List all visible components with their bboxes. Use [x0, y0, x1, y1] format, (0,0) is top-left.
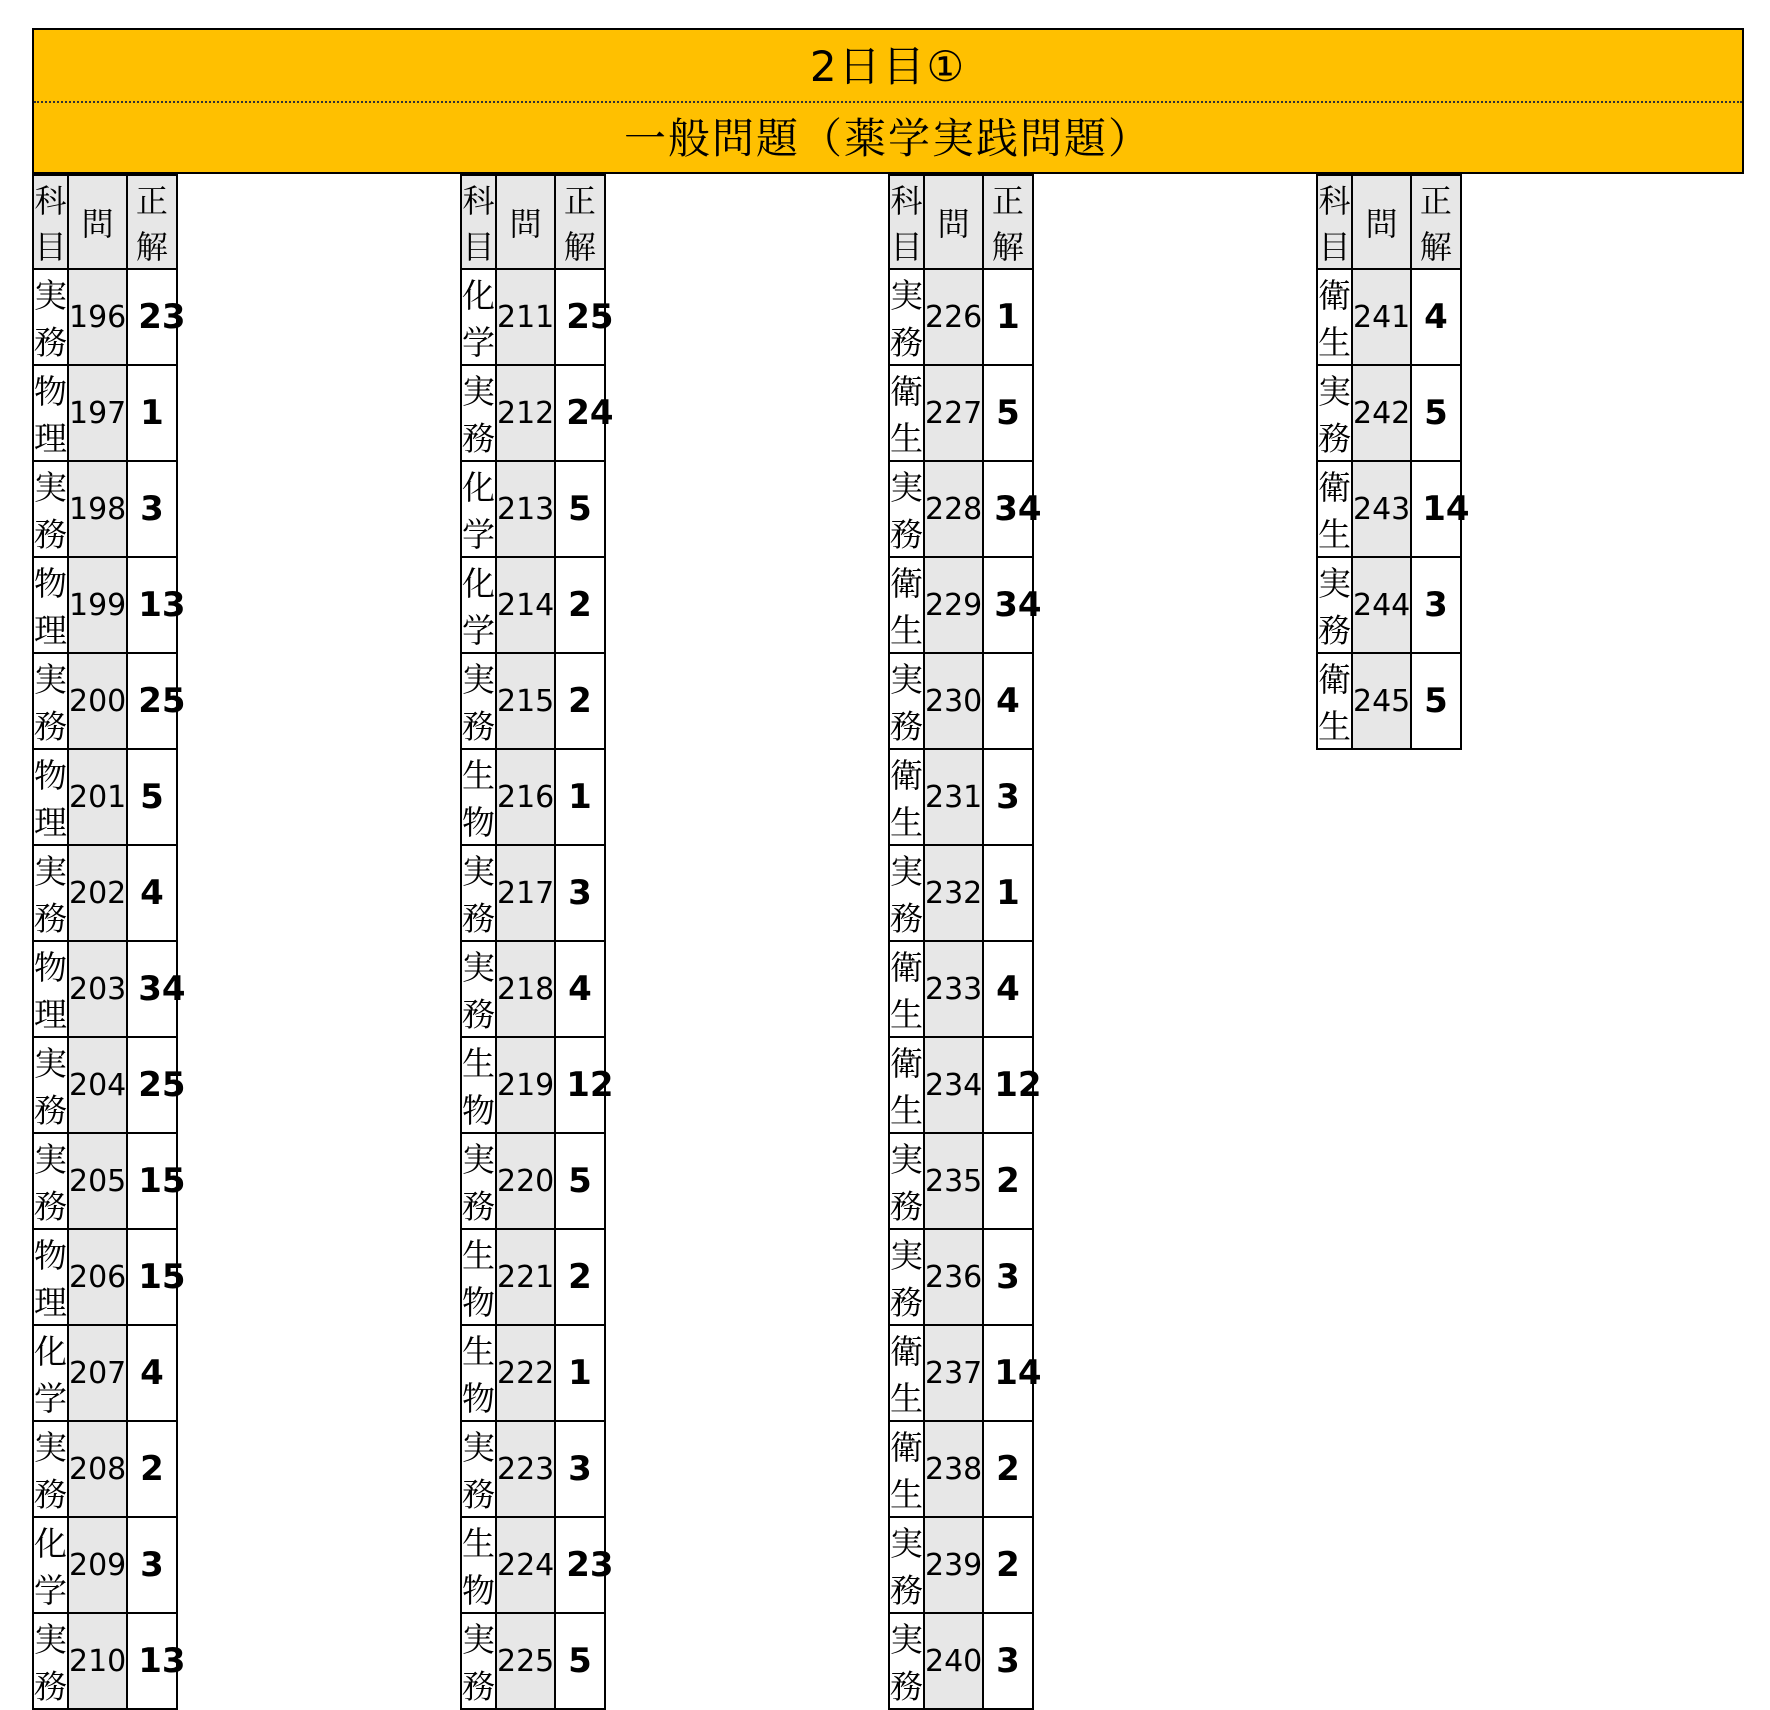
question-number-cell: 202	[68, 845, 127, 941]
table-row	[33, 269, 177, 365]
table-row	[33, 653, 177, 749]
header-answer: 正解	[127, 175, 176, 269]
answer-value: 4	[140, 873, 164, 913]
answer-value: 3	[568, 873, 592, 913]
table-row	[33, 845, 177, 941]
answer-value: 3	[994, 585, 1018, 625]
answer-cell	[555, 1421, 604, 1517]
table-row	[33, 1517, 177, 1613]
question-number-cell: 242	[1352, 365, 1411, 461]
table-row	[889, 941, 1033, 1037]
table-row	[889, 1517, 1033, 1613]
table-row	[33, 749, 177, 845]
table-row	[889, 1613, 1033, 1709]
table-row	[889, 749, 1033, 845]
answer-value: 5	[568, 489, 592, 529]
answer-cell	[127, 1325, 176, 1421]
table-row	[461, 365, 605, 461]
answer-cell	[127, 1421, 176, 1517]
question-number-cell: 236	[924, 1229, 983, 1325]
answer-table-1	[32, 174, 186, 1710]
table-header-row	[33, 175, 177, 269]
answer-value: 1	[138, 1161, 162, 1201]
answer-cell	[555, 1325, 604, 1421]
question-number-cell: 212	[496, 365, 555, 461]
answer-value: 4	[140, 1353, 164, 1393]
answer-cell	[555, 1613, 604, 1709]
question-number-cell: 216	[496, 749, 555, 845]
answer-value: 4	[1445, 489, 1470, 529]
answer-value: 5	[161, 1065, 186, 1105]
question-number-cell: 228	[924, 461, 983, 557]
question-number-cell: 205	[68, 1133, 127, 1229]
question-number-cell: 220	[496, 1133, 555, 1229]
header-question: 問	[924, 175, 983, 269]
question-number-cell: 213	[496, 461, 555, 557]
answer-value: 2	[138, 297, 162, 337]
table-row	[33, 1421, 177, 1517]
answer-table-4	[1316, 174, 1470, 750]
table-row	[33, 365, 177, 461]
answer-cell	[127, 269, 186, 365]
answer-cell	[127, 845, 176, 941]
answer-cell	[1411, 557, 1460, 653]
answer-cell	[983, 1421, 1032, 1517]
answer-cell	[1411, 365, 1460, 461]
subject-cell: 実務	[1317, 557, 1352, 653]
answer-cell	[127, 749, 176, 845]
subject-cell: 生物	[461, 1325, 496, 1421]
answer-value: 4	[1017, 585, 1042, 625]
table-row	[461, 1133, 605, 1229]
answer-value: 2	[1017, 1065, 1042, 1105]
answer-cell	[555, 749, 604, 845]
answer-value: 4	[996, 681, 1020, 721]
answer-value: 5	[161, 1161, 186, 1201]
question-number-cell: 235	[924, 1133, 983, 1229]
answer-cell	[555, 1133, 604, 1229]
question-number-cell: 204	[68, 1037, 127, 1133]
table-row	[461, 1613, 605, 1709]
header-subject: 科目	[889, 175, 924, 269]
subject-cell: 実務	[461, 1421, 496, 1517]
table-header-row	[889, 175, 1033, 269]
subject-cell: 化学	[33, 1517, 68, 1613]
answer-cell	[983, 845, 1032, 941]
subject-cell: 化学	[33, 1325, 68, 1421]
question-number-cell: 223	[496, 1421, 555, 1517]
subject-cell: 実務	[33, 1421, 68, 1517]
subject-cell: 衛生	[889, 1421, 924, 1517]
answer-value: 2	[996, 1449, 1020, 1489]
table-row	[889, 365, 1033, 461]
answer-cell	[555, 269, 614, 365]
question-number-cell: 198	[68, 461, 127, 557]
table-row	[889, 1133, 1033, 1229]
answer-cell	[1411, 269, 1460, 365]
answer-value: 5	[1424, 681, 1448, 721]
table-row	[461, 1037, 605, 1133]
question-number-cell: 200	[68, 653, 127, 749]
answer-cell	[1411, 461, 1470, 557]
answer-value: 3	[161, 585, 186, 625]
answer-value: 1	[996, 297, 1020, 337]
answer-value: 4	[161, 969, 186, 1009]
question-number-cell: 214	[496, 557, 555, 653]
question-number-cell: 218	[496, 941, 555, 1037]
answer-value: 4	[996, 969, 1020, 1009]
subject-cell: 物理	[33, 557, 68, 653]
header-answer: 正解	[1411, 175, 1460, 269]
question-number-cell: 207	[68, 1325, 127, 1421]
answer-value: 2	[138, 1065, 162, 1105]
table-row	[889, 1421, 1033, 1517]
table-header-row	[1317, 175, 1461, 269]
answer-value: 1	[138, 585, 162, 625]
question-number-cell: 239	[924, 1517, 983, 1613]
table-row	[461, 269, 605, 365]
table-row	[889, 1037, 1033, 1133]
answer-cell	[127, 1133, 186, 1229]
answer-cell	[983, 1133, 1032, 1229]
header-question: 問	[496, 175, 555, 269]
answer-cell	[555, 1229, 604, 1325]
table-row	[461, 845, 605, 941]
subject-cell: 実務	[889, 1613, 924, 1709]
subject-cell: 実務	[461, 845, 496, 941]
subject-cell: 実務	[461, 1133, 496, 1229]
question-number-cell: 224	[496, 1517, 555, 1613]
subject-cell: 実務	[889, 1133, 924, 1229]
answer-cell	[983, 1613, 1032, 1709]
answer-cell	[1411, 653, 1460, 749]
answer-value: 2	[138, 681, 162, 721]
answer-cell	[127, 1037, 186, 1133]
answer-value: 3	[996, 777, 1020, 817]
question-number-cell: 199	[68, 557, 127, 653]
question-number-cell: 215	[496, 653, 555, 749]
answer-value: 5	[996, 393, 1020, 433]
answer-value: 5	[589, 297, 614, 337]
table-row	[889, 845, 1033, 941]
subject-cell: 実務	[33, 269, 68, 365]
table-row	[33, 941, 177, 1037]
answer-cell	[983, 941, 1032, 1037]
question-number-cell: 237	[924, 1325, 983, 1421]
header-answer: 正解	[983, 175, 1032, 269]
table-row	[461, 749, 605, 845]
answer-cell	[983, 749, 1032, 845]
answer-value: 1	[140, 393, 164, 433]
answer-cell	[127, 1613, 186, 1709]
answer-value: 2	[566, 393, 590, 433]
question-number-cell: 245	[1352, 653, 1411, 749]
answer-value: 2	[568, 1257, 592, 1297]
answer-cell	[983, 557, 1042, 653]
table-row	[889, 557, 1033, 653]
table-row	[889, 653, 1033, 749]
question-number-cell: 225	[496, 1613, 555, 1709]
subject-cell: 実務	[889, 1517, 924, 1613]
answer-cell	[983, 1229, 1032, 1325]
subject-cell: 生物	[461, 1229, 496, 1325]
table-row	[889, 1229, 1033, 1325]
table-row	[33, 1325, 177, 1421]
answer-cell	[127, 461, 176, 557]
answer-value: 2	[566, 1545, 590, 1585]
subject-cell: 物理	[33, 1229, 68, 1325]
table-row	[461, 653, 605, 749]
answer-value: 2	[140, 1449, 164, 1489]
answer-value: 5	[1424, 393, 1448, 433]
answer-value: 5	[568, 1641, 592, 1681]
table-row	[33, 557, 177, 653]
answer-value: 4	[1424, 297, 1448, 337]
subject-cell: 衛生	[889, 1325, 924, 1421]
subject-cell: 物理	[33, 941, 68, 1037]
answer-value: 3	[140, 489, 164, 529]
answer-cell	[555, 845, 604, 941]
table-row	[461, 1229, 605, 1325]
subject-cell: 衛生	[889, 365, 924, 461]
answer-value: 5	[161, 1257, 186, 1297]
answer-cell	[983, 365, 1032, 461]
answer-value: 2	[996, 1161, 1020, 1201]
question-number-cell: 210	[68, 1613, 127, 1709]
table-row	[461, 1421, 605, 1517]
table-row	[461, 1517, 605, 1613]
answer-value: 5	[161, 681, 186, 721]
answer-value: 2	[996, 1545, 1020, 1585]
table-row	[461, 461, 605, 557]
subject-cell: 物理	[33, 749, 68, 845]
header-subject: 科目	[33, 175, 68, 269]
subject-cell: 実務	[1317, 365, 1352, 461]
question-number-cell: 222	[496, 1325, 555, 1421]
subject-cell: 生物	[461, 749, 496, 845]
answer-value: 4	[568, 969, 592, 1009]
table-row	[461, 941, 605, 1037]
table-header-row	[461, 175, 605, 269]
subject-cell: 実務	[33, 845, 68, 941]
subject-cell: 衛生	[1317, 461, 1352, 557]
table-row	[33, 1133, 177, 1229]
answer-value: 5	[568, 1161, 592, 1201]
answer-value: 3	[161, 297, 186, 337]
question-number-cell: 201	[68, 749, 127, 845]
answer-value: 2	[589, 1065, 614, 1105]
question-number-cell: 240	[924, 1613, 983, 1709]
table-row	[33, 461, 177, 557]
subject-cell: 衛生	[889, 1037, 924, 1133]
answer-value: 1	[568, 1353, 592, 1393]
answer-cell	[983, 1517, 1032, 1613]
question-number-cell: 230	[924, 653, 983, 749]
subject-cell: 実務	[889, 653, 924, 749]
answer-cell	[555, 557, 604, 653]
header-banner	[32, 28, 1744, 174]
subject-cell: 衛生	[1317, 269, 1352, 365]
question-number-cell: 244	[1352, 557, 1411, 653]
answer-value: 3	[996, 1257, 1020, 1297]
question-number-cell: 231	[924, 749, 983, 845]
table-row	[1317, 653, 1461, 749]
answer-value: 1	[566, 1065, 590, 1105]
question-number-cell: 243	[1352, 461, 1411, 557]
subject-cell: 実務	[33, 653, 68, 749]
question-number-cell: 241	[1352, 269, 1411, 365]
subject-cell: 衛生	[1317, 653, 1352, 749]
answer-value: 1	[994, 1353, 1018, 1393]
header-subject: 科目	[1317, 175, 1352, 269]
answer-value: 1	[1422, 489, 1446, 529]
subject-cell: 化学	[461, 461, 496, 557]
answer-cell	[983, 461, 1042, 557]
subject-cell: 化学	[461, 269, 496, 365]
answer-value: 5	[140, 777, 164, 817]
answer-cell	[555, 1517, 614, 1613]
answer-value: 1	[138, 1257, 162, 1297]
table-row	[889, 461, 1033, 557]
question-number-cell: 229	[924, 557, 983, 653]
subject-cell: 実務	[889, 461, 924, 557]
subject-cell: 物理	[33, 365, 68, 461]
answer-cell	[983, 653, 1032, 749]
answer-value: 2	[566, 297, 590, 337]
subject-cell: 衛生	[889, 557, 924, 653]
subject-cell: 衛生	[889, 941, 924, 1037]
answer-cell	[555, 461, 604, 557]
answer-cell	[983, 1037, 1042, 1133]
subject-cell: 化学	[461, 557, 496, 653]
table-row	[1317, 269, 1461, 365]
answer-value: 1	[994, 1065, 1018, 1105]
answer-value: 3	[568, 1449, 592, 1489]
answer-value: 1	[568, 777, 592, 817]
subject-cell: 実務	[889, 269, 924, 365]
answer-value: 4	[589, 393, 614, 433]
table-row	[1317, 557, 1461, 653]
answer-cell	[555, 941, 604, 1037]
subject-cell: 生物	[461, 1517, 496, 1613]
header-answer: 正解	[555, 175, 604, 269]
table-row	[33, 1037, 177, 1133]
answer-cell	[127, 653, 186, 749]
answer-cell	[983, 1325, 1042, 1421]
subject-cell: 実務	[889, 845, 924, 941]
subject-cell: 実務	[33, 1037, 68, 1133]
subject-cell: 実務	[461, 941, 496, 1037]
answer-value: 3	[1424, 585, 1448, 625]
table-row	[461, 557, 605, 653]
question-number-cell: 233	[924, 941, 983, 1037]
question-number-cell: 206	[68, 1229, 127, 1325]
table-row	[33, 1229, 177, 1325]
answer-cell	[127, 365, 176, 461]
subject-cell: 衛生	[889, 749, 924, 845]
answer-cell	[983, 269, 1032, 365]
header-question: 問	[68, 175, 127, 269]
question-number-cell: 226	[924, 269, 983, 365]
question-number-cell: 196	[68, 269, 127, 365]
subject-cell: 生物	[461, 1037, 496, 1133]
answer-value: 3	[138, 969, 162, 1009]
answer-cell	[555, 1037, 614, 1133]
answer-cell	[555, 365, 614, 461]
answer-value: 3	[161, 1641, 186, 1681]
answer-value: 3	[996, 1641, 1020, 1681]
table-row	[461, 1325, 605, 1421]
answer-value: 2	[568, 681, 592, 721]
question-number-cell: 203	[68, 941, 127, 1037]
answer-value: 4	[1017, 1353, 1042, 1393]
subject-cell: 実務	[461, 653, 496, 749]
table-row	[1317, 461, 1461, 557]
question-number-cell: 234	[924, 1037, 983, 1133]
table-row	[889, 269, 1033, 365]
table-row	[33, 1613, 177, 1709]
page-title: 2日目①	[34, 30, 1742, 103]
subject-cell: 実務	[33, 1613, 68, 1709]
question-number-cell: 209	[68, 1517, 127, 1613]
answer-cell	[127, 1229, 186, 1325]
subject-cell: 実務	[889, 1229, 924, 1325]
question-number-cell: 227	[924, 365, 983, 461]
subject-cell: 実務	[461, 1613, 496, 1709]
subject-cell: 実務	[33, 461, 68, 557]
answer-cell	[127, 1517, 176, 1613]
question-number-cell: 221	[496, 1229, 555, 1325]
answer-value: 2	[568, 585, 592, 625]
answer-value: 3	[994, 489, 1018, 529]
question-number-cell: 197	[68, 365, 127, 461]
answer-value: 1	[996, 873, 1020, 913]
table-row	[1317, 365, 1461, 461]
question-number-cell: 217	[496, 845, 555, 941]
answer-value: 4	[1017, 489, 1042, 529]
answer-table-2	[460, 174, 614, 1710]
page-subtitle: 一般問題（薬学実践問題）	[623, 114, 1152, 163]
table-row	[889, 1325, 1033, 1421]
answer-value: 3	[140, 1545, 164, 1585]
question-number-cell: 208	[68, 1421, 127, 1517]
header-question: 問	[1352, 175, 1411, 269]
question-number-cell: 232	[924, 845, 983, 941]
subject-cell: 実務	[33, 1133, 68, 1229]
answer-value: 3	[589, 1545, 614, 1585]
answer-cell	[127, 941, 186, 1037]
question-number-cell: 238	[924, 1421, 983, 1517]
header-subject: 科目	[461, 175, 496, 269]
answer-table-3	[888, 174, 1042, 1710]
question-number-cell: 211	[496, 269, 555, 365]
answer-cell	[127, 557, 186, 653]
answer-cell	[555, 653, 604, 749]
answer-value: 1	[138, 1641, 162, 1681]
question-number-cell: 219	[496, 1037, 555, 1133]
subject-cell: 実務	[461, 365, 496, 461]
